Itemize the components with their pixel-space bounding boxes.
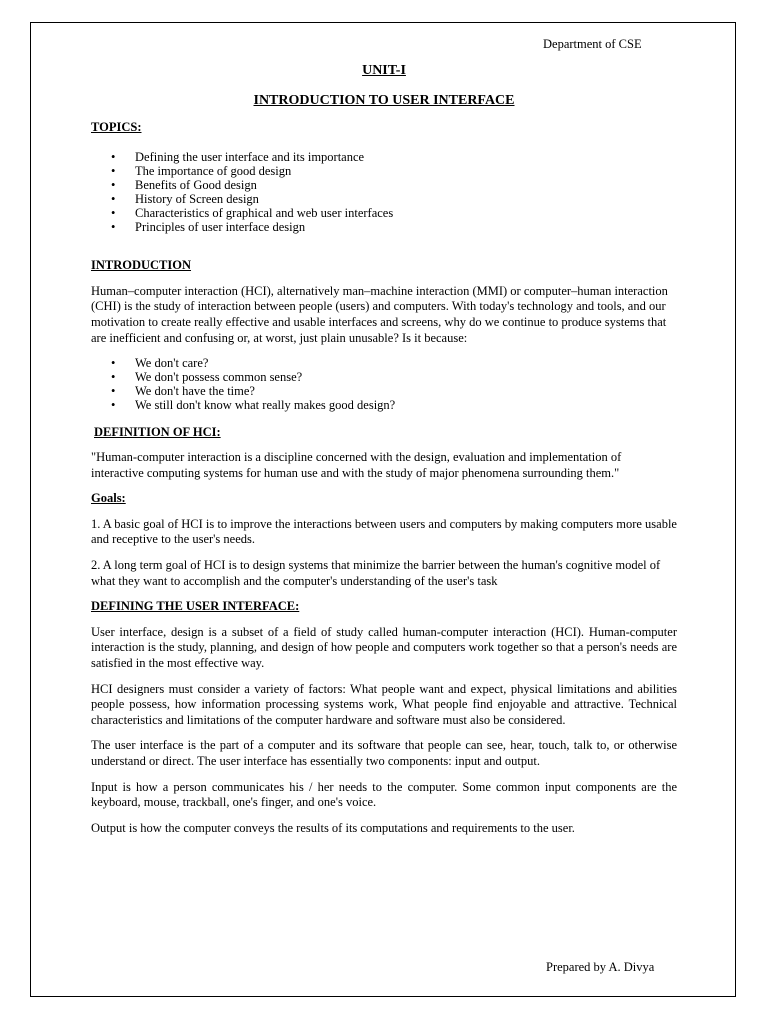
topics-list <box>91 150 677 235</box>
footer-prepared-by: Prepared by A. Divya <box>546 960 655 974</box>
bullet-icon: • <box>111 163 116 178</box>
list-item: • We don't care? <box>111 356 209 371</box>
defining-ui-paragraph: Output is how the computer conveys the results of its computations and requirements to the user. <box>91 820 575 835</box>
bullet-icon: • <box>111 398 116 413</box>
goal-item: 1. A basic goal of HCI is to improve the interactions between users and computers by making computers more usable and receptive to the user's needs. <box>91 516 677 547</box>
bullet-icon: • <box>111 370 116 385</box>
reasons-list <box>91 356 677 412</box>
definition-heading: DEFINITION OF HCI: <box>94 424 221 439</box>
list-item: • Benefits of Good design <box>111 177 257 192</box>
list-item: • We don't have the time? <box>111 384 255 399</box>
list-item: • Principles of user interface design <box>111 220 306 235</box>
document-title: INTRODUCTION TO USER INTERFACE <box>253 93 515 108</box>
unit-title: UNIT-I <box>362 63 406 78</box>
bullet-icon: • <box>111 356 116 371</box>
bullet-icon: • <box>111 384 116 399</box>
list-item: • History of Screen design <box>111 191 259 206</box>
goals-heading: Goals: <box>91 491 126 506</box>
document-body <box>91 120 677 836</box>
bullet-icon: • <box>111 205 116 220</box>
bullet-icon: • <box>111 191 116 206</box>
defining-ui-paragraph: Input is how a person communicates his / her needs to the computer. Some common input components are the keyboard, mouse, trackball, one's finger, and one's voice. <box>91 779 677 810</box>
department-label: Department of CSE <box>543 37 642 51</box>
defining-ui-paragraph: User interface, design is a subset of a field of study called human-computer interaction (HCI). Human-computer interaction is the study, planning, and design of how people and computers work together so that a person's needs are satisfied in the most effective way. <box>91 624 677 671</box>
defining-ui-paragraph: HCI designers must consider a variety of factors: What people want and expect, physical limitations and abilities people possess, how information processing systems work, What people find enjoyable and attractive. Technical characteristics and limitations of the computer hardware and software must also be considered. <box>91 681 677 727</box>
list-item: • The importance of good design <box>111 163 292 178</box>
bullet-icon: • <box>111 149 116 164</box>
list-item: • We still don't know what really makes good design? <box>111 398 396 413</box>
introduction-paragraph: Human–computer interaction (HCI), alternatively man–machine interaction (MMI) or computer–human interaction (CHI) is the study of interaction between people (users) and computers. With today's technology and tools, and our motivation to create really effective and usable interfaces and screens, why do we continue to produce systems that are inefficient and confusing or, at worst, just plain unusable? Is it because: <box>91 283 668 345</box>
bullet-icon: • <box>111 220 116 235</box>
list-item: • We don't possess common sense? <box>111 370 303 385</box>
defining-ui-heading: DEFINING THE USER INTERFACE: <box>91 599 300 614</box>
bullet-icon: • <box>111 177 116 192</box>
goal-item: 2. A long term goal of HCI is to design systems that minimize the barrier between the human's cognitive model of what they want to accomplish and the computer's understanding of the user's task <box>91 558 661 588</box>
topics-heading: TOPICS: <box>91 120 142 134</box>
list-item: • Defining the user interface and its importance <box>111 149 365 164</box>
defining-ui-paragraph: The user interface is the part of a computer and its software that people can see, hear, touch, talk to, or otherwise understand or direct. The user interface has essentially two components: input and output. <box>91 738 677 768</box>
introduction-heading: INTRODUCTION <box>91 258 192 273</box>
list-item: • Characteristics of graphical and web user interfaces <box>111 205 394 220</box>
definition-quote: "Human-computer interaction is a discipline concerned with the design, evaluation and implementation of interactive computing systems for human use and with the study of major phenomena surrounding them." <box>91 450 622 480</box>
